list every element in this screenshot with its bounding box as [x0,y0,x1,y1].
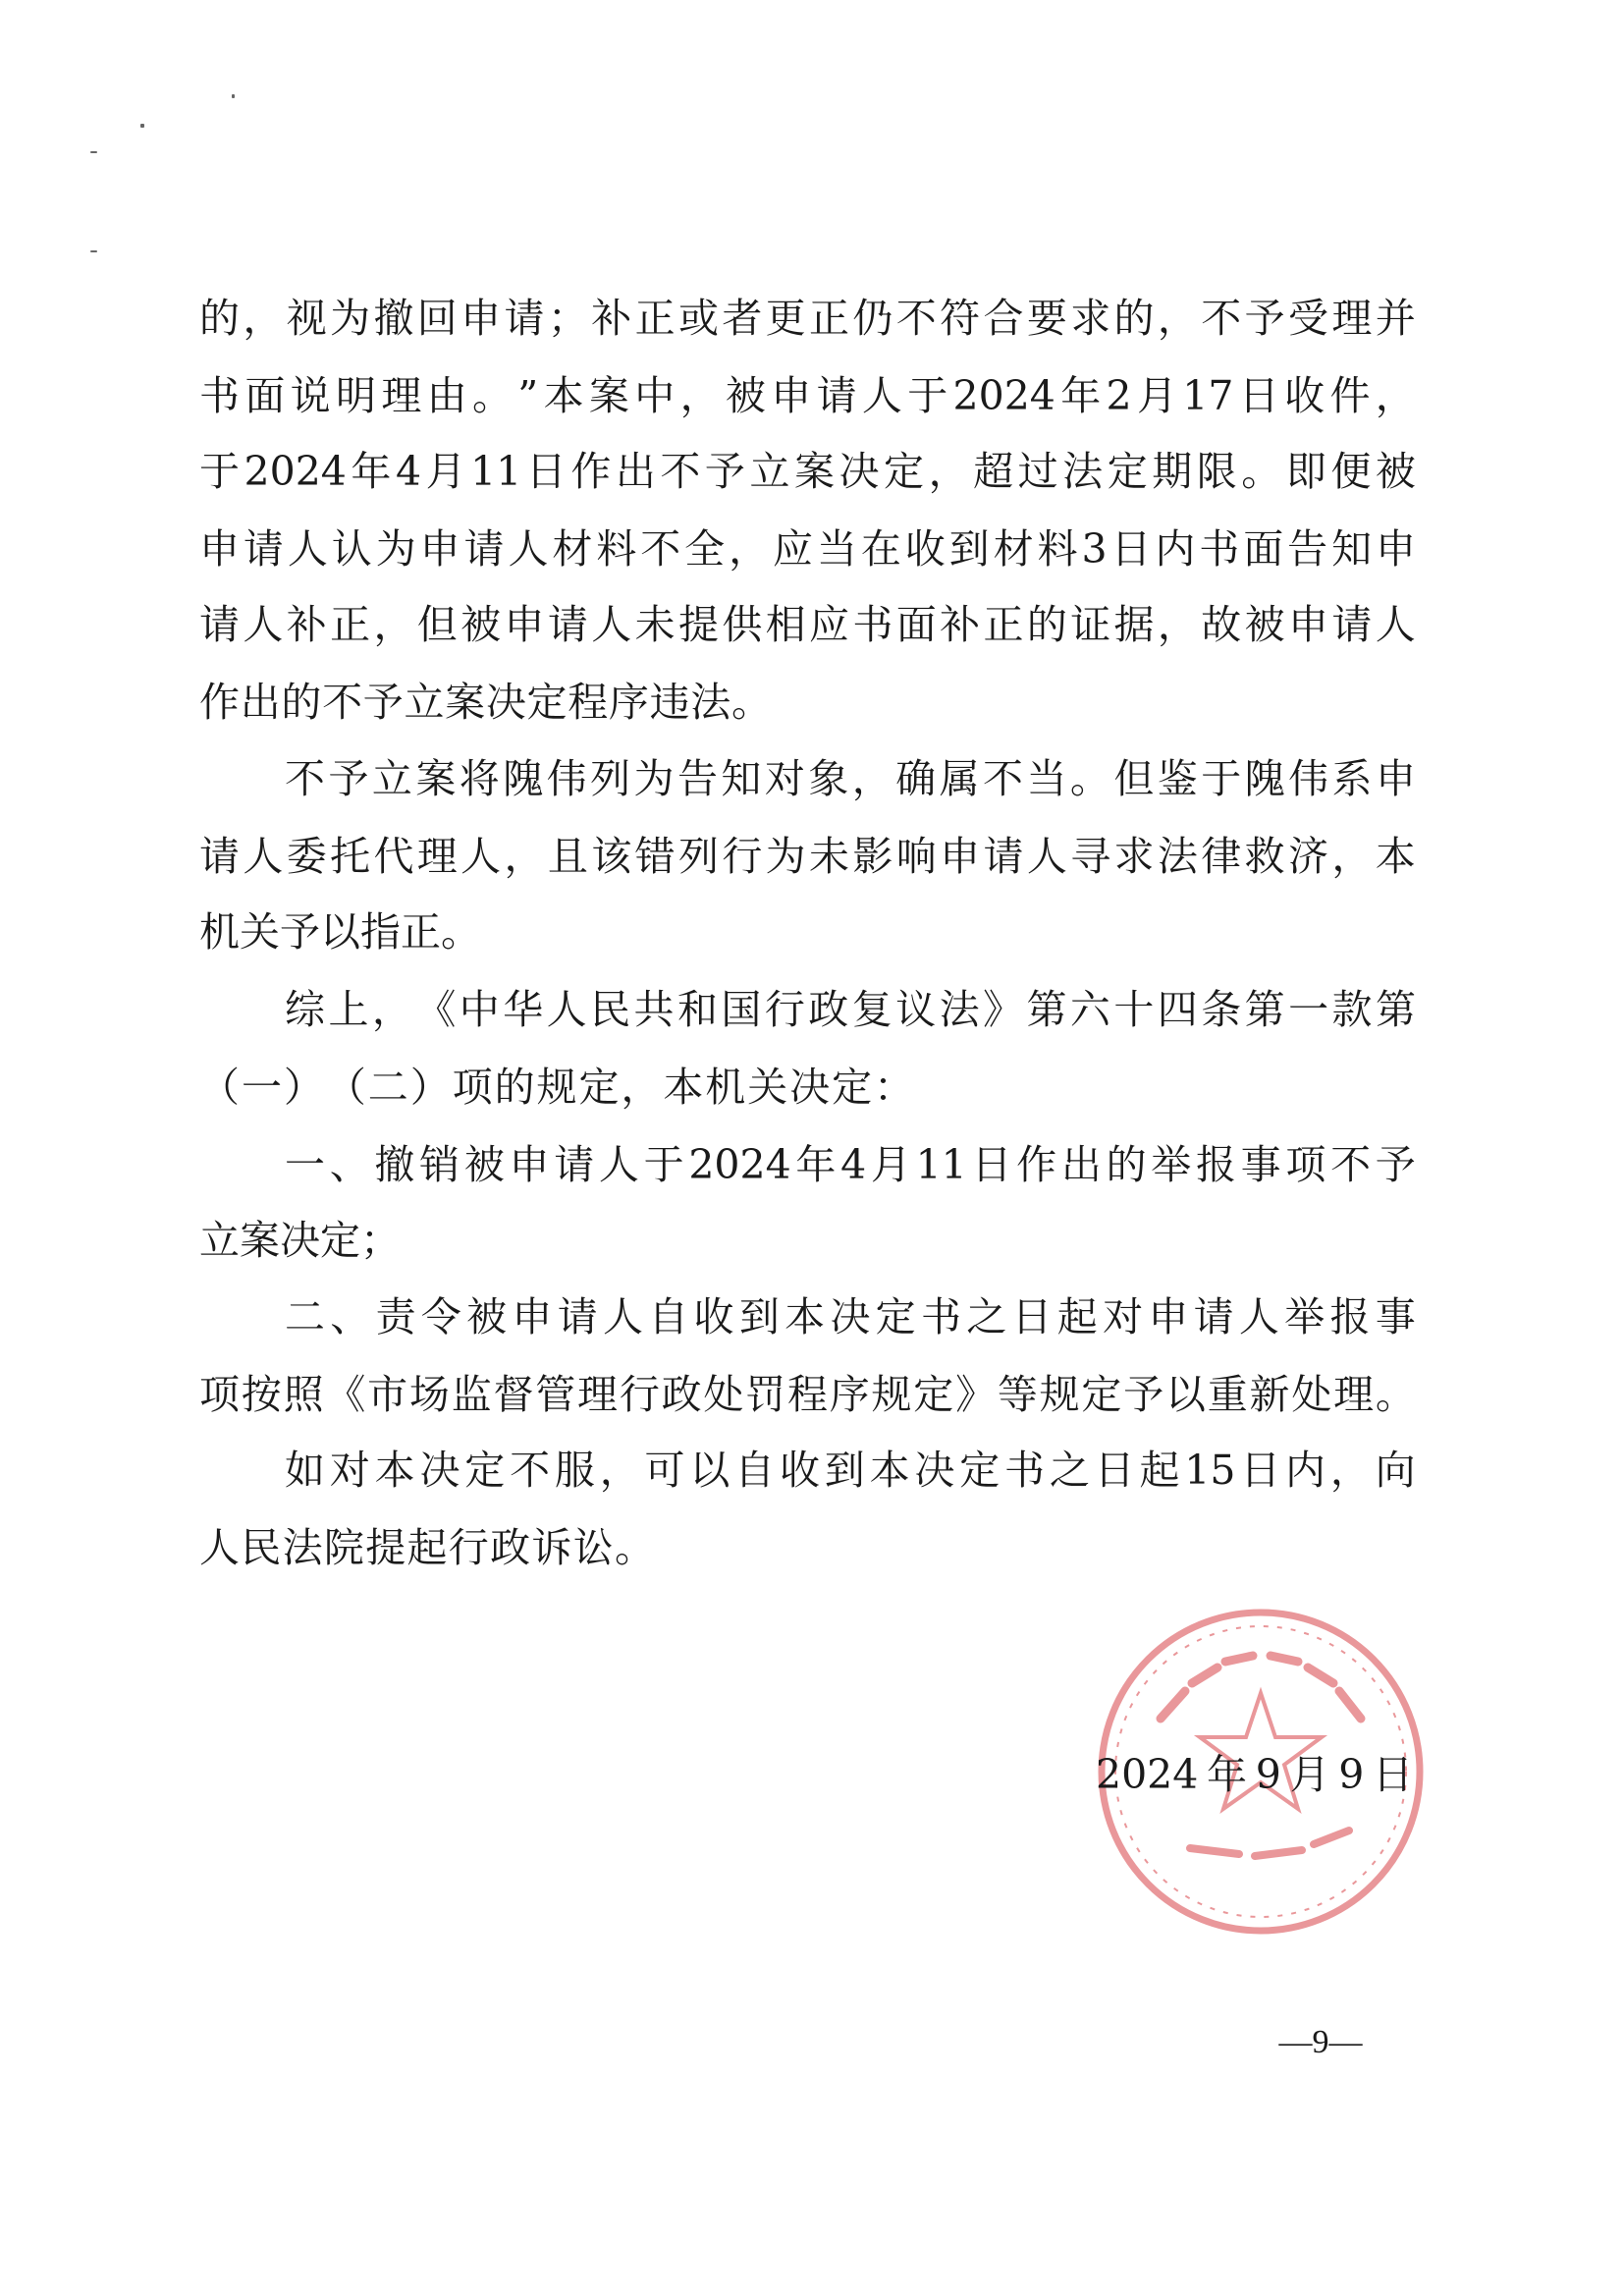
body-line: 请 人 补 正 ， 但 被 申 请 人 未 提 供 相 应 书 面 补 正 的 证 据 ， 故 被 申 请 人 [199,601,1416,648]
decision-date: 2024 年 9 月 9 日 [1096,1751,1413,1798]
body-line: 二 、 责 令 被 申 请 人 自 收 到 本 决 定 书 之 日 起 对 申 请 人 举 报 事 [285,1293,1416,1340]
body-line: 一 、 撤 销 被 申 请 人 于 2024 年 4 月 11 日 作 出 的 举 报 事 项 不 予 [285,1141,1416,1188]
body-line: 作 出 的 不 予 立 案 决 定 程 序 违 法 。 [199,679,772,726]
body-line: 于 2024 年 4 月 11 日 作 出 不 予 立 案 决 定 ， 超 过 法 定 期 限 。 即 便 被 [199,448,1416,495]
body-line: 项 按 照 《 市 场 监 督 管 理 行 政 处 罚 程 序 规 定 》 等 规 定 予 以 重 新 处 理 。 [199,1371,1416,1418]
body-line: 综 上 ， 《 中 华 人 民 共 和 国 行 政 复 议 法 》 第 六 十 四 条 第 一 款 第 [285,986,1416,1033]
body-line: 书 面 说 明 理 由 。 ” 本 案 中 ， 被 申 请 人 于 2024 年 2 月 17 日 收 件 ， [199,372,1416,419]
seal-bottom-text-strokes [1190,1831,1349,1856]
body-line: 的 ， 视 为 撤 回 申 请 ； 补 正 或 者 更 正 仍 不 符 合 要 求 的 ， 不 予 受 理 并 [199,295,1416,342]
body-line: 如 对 本 决 定 不 服 ， 可 以 自 收 到 本 决 定 书 之 日 起 15 日 内 ， 向 [285,1447,1416,1494]
page-number: —9— [1278,2024,1363,2060]
body-line: 申 请 人 认 为 申 请 人 材 料 不 全 ， 应 当 在 收 到 材 料 3 日 内 书 面 告 知 申 [199,525,1416,573]
body-line: 不 予 立 案 将 隗 伟 列 为 告 知 对 象 ， 确 属 不 当 。 但 鉴 于 隗 伟 系 申 [285,755,1416,802]
scan-speck [140,124,144,128]
body-line: 立 案 决 定 ； [199,1217,401,1264]
scan-speck [232,94,235,98]
body-line: （ 一 ） （ 二 ） 项 的 规 定 ， 本 机 关 决 定 ： [199,1064,914,1111]
body-line: 请 人 委 托 代 理 人 ， 且 该 错 列 行 为 未 影 响 申 请 人 寻 求 法 律 救 济 ， 本 [199,833,1416,880]
body-line: 机 关 予 以 指 正 。 [199,908,481,956]
body-line: 人 民 法 院 提 起 行 政 诉 讼 。 [199,1524,655,1571]
scan-speck [90,151,97,153]
scan-speck [90,250,97,252]
